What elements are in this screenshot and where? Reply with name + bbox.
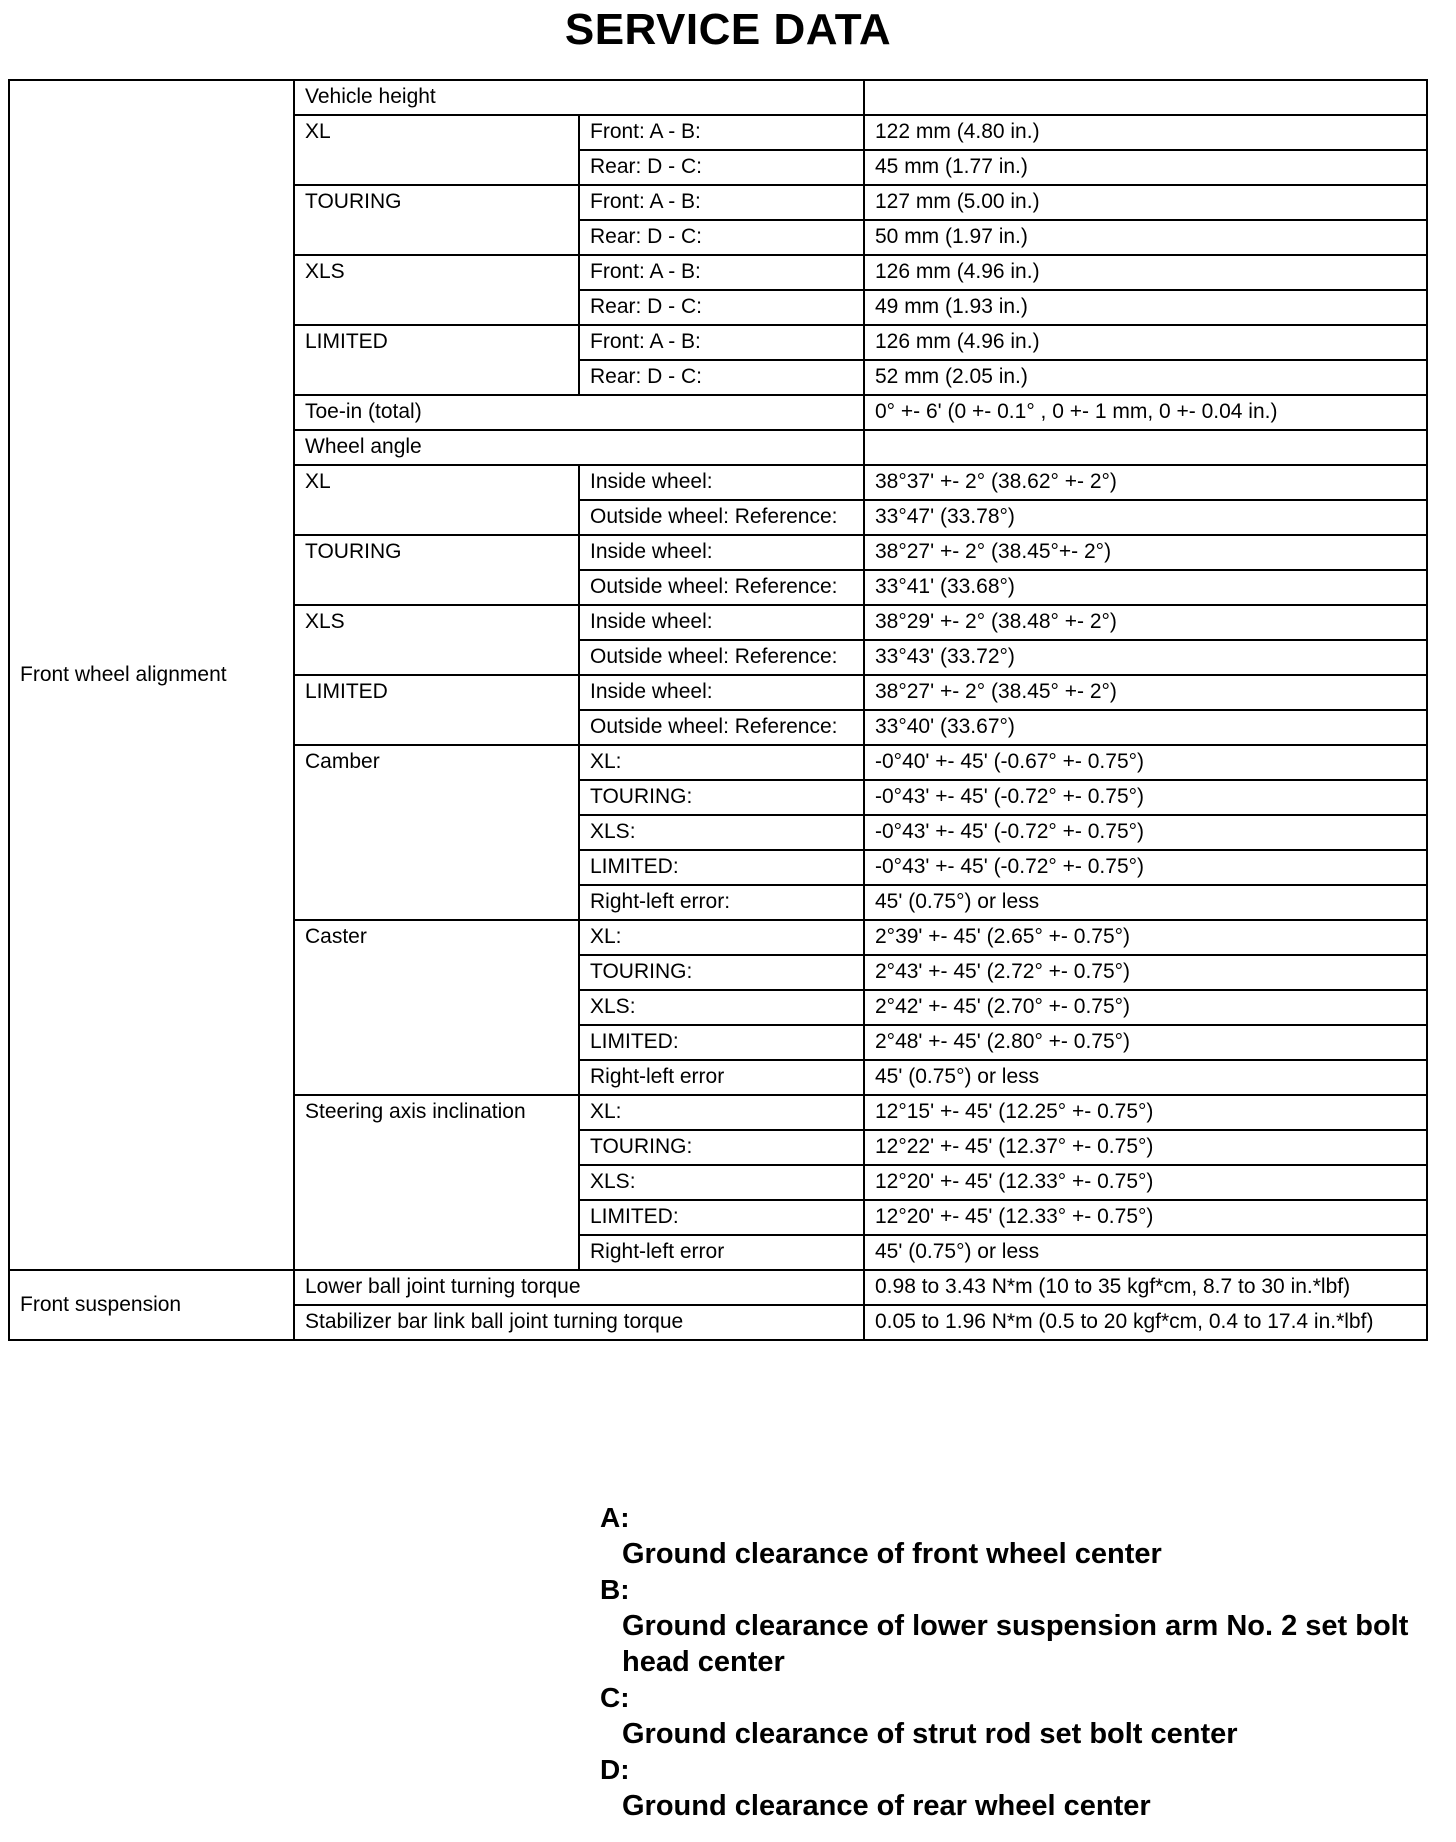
spec-label: XL: [579,920,864,955]
spec-label: Outside wheel: Reference: [579,500,864,535]
spec-value: 0.05 to 1.96 N*m (0.5 to 20 kgf*cm, 0.4 to 17.4 in.*lbf) [864,1305,1427,1340]
spec-value: 12°22' +- 45' (12.37° +- 0.75°) [864,1130,1427,1165]
spec-label: Right-left error [579,1235,864,1270]
page-title: SERVICE DATA [564,5,892,54]
spec-value: 2°48' +- 45' (2.80° +- 0.75°) [864,1025,1427,1060]
spec-label: Right-left error [579,1060,864,1095]
spec-label: Lower ball joint turning torque [294,1270,864,1305]
spec-label: Outside wheel: Reference: [579,710,864,745]
spec-value: 12°20' +- 45' (12.33° +- 0.75°) [864,1165,1427,1200]
spec-value: 38°29' +- 2° (38.48° +- 2°) [864,605,1427,640]
spec-value: 38°37' +- 2° (38.62° +- 2°) [864,465,1427,500]
spec-value: 49 mm (1.93 in.) [864,290,1427,325]
spec-value: 38°27' +- 2° (38.45° +- 2°) [864,675,1427,710]
spec-value: 45' (0.75°) or less [864,1060,1427,1095]
spec-label: XL: [579,745,864,780]
spec-label: Outside wheel: Reference: [579,640,864,675]
spec-value: 122 mm (4.80 in.) [864,115,1427,150]
table-row [9,1270,1427,1305]
model-label: LIMITED [294,675,579,745]
spec-value: 0.98 to 3.43 N*m (10 to 35 kgf*cm, 8.7 to 30 in.*lbf) [864,1270,1427,1305]
spec-value: 38°27' +- 2° (38.45°+- 2°) [864,535,1427,570]
spec-label: Rear: D - C: [579,290,864,325]
spec-value: 12°15' +- 45' (12.25° +- 0.75°) [864,1095,1427,1130]
section-label-caster: Caster [294,920,579,1095]
spec-value: 50 mm (1.97 in.) [864,220,1427,255]
spec-value: 2°43' +- 45' (2.72° +- 0.75°) [864,955,1427,990]
empty-cell [864,430,1427,465]
table-row [9,80,1427,115]
spec-value: 33°41' (33.68°) [864,570,1427,605]
spec-value: -0°43' +- 45' (-0.72° +- 0.75°) [864,780,1427,815]
legend-definition: Ground clearance of front wheel center [622,1538,1162,1570]
legend-term: B: [600,1574,630,1605]
legend-definition: Ground clearance of lower suspension arm No. 2 set bolt head center [622,1610,1409,1678]
spec-label: LIMITED: [579,1200,864,1235]
spec-value: 33°43' (33.72°) [864,640,1427,675]
model-label: XL [294,465,579,535]
spec-label: Outside wheel: Reference: [579,570,864,605]
spec-label: Rear: D - C: [579,360,864,395]
spec-value: 52 mm (2.05 in.) [864,360,1427,395]
spec-value: 2°42' +- 45' (2.70° +- 0.75°) [864,990,1427,1025]
model-label: XLS [294,255,579,325]
spec-label: Rear: D - C: [579,150,864,185]
spec-value: 0° +- 6' (0 +- 0.1° , 0 +- 1 mm, 0 +- 0.04 in.) [864,395,1427,430]
legend-term: A: [600,1502,630,1533]
spec-value: -0°40' +- 45' (-0.67° +- 0.75°) [864,745,1427,780]
spec-label: Inside wheel: [579,605,864,640]
spec-label: Front: A - B: [579,115,864,150]
spec-label: Inside wheel: [579,675,864,710]
group-label-front-wheel-alignment: Front wheel alignment [9,80,294,1270]
legend-term: D: [600,1754,630,1785]
legend-definition: Ground clearance of rear wheel center [622,1790,1151,1822]
section-label-vehicle-height: Vehicle height [294,80,864,115]
spec-value: 33°40' (33.67°) [864,710,1427,745]
spec-value: 126 mm (4.96 in.) [864,255,1427,290]
group-label-front-suspension: Front suspension [9,1270,294,1340]
spec-label: Inside wheel: [579,465,864,500]
spec-label: XLS: [579,1165,864,1200]
section-label-wheel-angle: Wheel angle [294,430,864,465]
spec-value: 45' (0.75°) or less [864,885,1427,920]
spec-value: 33°47' (33.78°) [864,500,1427,535]
spec-label: Front: A - B: [579,255,864,290]
spec-label: Front: A - B: [579,325,864,360]
spec-label: LIMITED: [579,1025,864,1060]
spec-value: -0°43' +- 45' (-0.72° +- 0.75°) [864,815,1427,850]
spec-label: Right-left error: [579,885,864,920]
legend-term: C: [600,1682,630,1713]
spec-value: 2°39' +- 45' (2.65° +- 0.75°) [864,920,1427,955]
spec-label: TOURING: [579,1130,864,1165]
spec-value: 45 mm (1.77 in.) [864,150,1427,185]
model-label: TOURING [294,535,579,605]
spec-label: XLS: [579,815,864,850]
model-label: XLS [294,605,579,675]
empty-cell [864,80,1427,115]
model-label: XL [294,115,579,185]
spec-value: -0°43' +- 45' (-0.72° +- 0.75°) [864,850,1427,885]
legend [600,1500,1420,1824]
spec-value: 45' (0.75°) or less [864,1235,1427,1270]
spec-label: Inside wheel: [579,535,864,570]
spec-value: 127 mm (5.00 in.) [864,185,1427,220]
spec-label: Rear: D - C: [579,220,864,255]
spec-label: XLS: [579,990,864,1025]
spec-value: 12°20' +- 45' (12.33° +- 0.75°) [864,1200,1427,1235]
section-label-toe-in: Toe-in (total) [294,395,864,430]
spec-label: LIMITED: [579,850,864,885]
section-label-camber: Camber [294,745,579,920]
legend-definition: Ground clearance of strut rod set bolt center [622,1718,1238,1750]
spec-label: TOURING: [579,780,864,815]
section-label-steering-axis-inclination: Steering axis inclination [294,1095,579,1270]
model-label: LIMITED [294,325,579,395]
model-label: TOURING [294,185,579,255]
spec-label: Front: A - B: [579,185,864,220]
service-data-table [8,79,1428,1341]
spec-label: XL: [579,1095,864,1130]
spec-value: 126 mm (4.96 in.) [864,325,1427,360]
spec-label: TOURING: [579,955,864,990]
spec-label: Stabilizer bar link ball joint turning torque [294,1305,864,1340]
